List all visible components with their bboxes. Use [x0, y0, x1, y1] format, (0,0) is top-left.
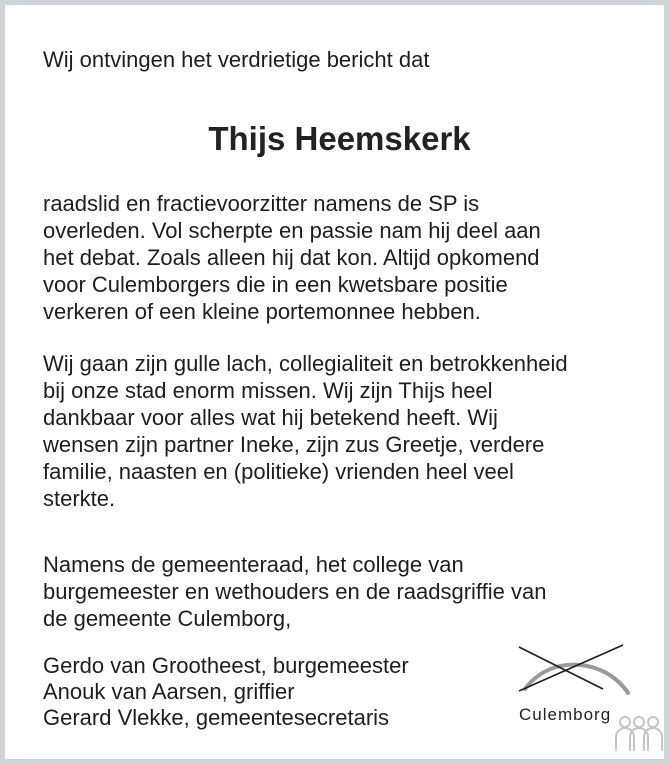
paragraph-on-behalf [43, 551, 643, 632]
deceased-name: Thijs Heemskerk [208, 120, 471, 157]
text-line: burgemeester en wethouders en de raadsgriffie van [43, 579, 547, 604]
intro-text: Wij ontvingen het verdrietige bericht dat [43, 47, 430, 72]
text-line: familie, naasten en (politieke) vrienden heel veel [43, 459, 514, 484]
text-line: Namens de gemeenteraad, het college van [43, 552, 464, 577]
signer: Gerard Vlekke, gemeentesecretaris [43, 705, 390, 730]
text-line: de gemeente Culemborg, [43, 606, 292, 631]
signer: Gerdo van Grootheest, burgemeester [43, 653, 409, 678]
text-line: raadslid en fractievoorzitter namens de SP is [43, 191, 480, 216]
text-line: dankbaar voor alles wat hij betekend heeft. Wij [43, 405, 498, 430]
text-line: Wij gaan zijn gulle lach, collegialiteit en betrokkenheid [43, 351, 568, 376]
text-line: bij onze stad enorm missen. Wij zijn Thijs heel [43, 378, 493, 403]
logo-wordmark: Culemborg [519, 705, 612, 724]
text-line: verkeren of een kleine portemonnee hebben. [43, 299, 481, 324]
text-line: wensen zijn partner Ineke, zijn zus Greetje, verdere [43, 432, 545, 457]
text-line: sterkte. [43, 486, 116, 511]
culemborg-logo-icon [511, 639, 631, 705]
text-line: overleden. Vol scherpte en passie nam hij deel aan [43, 218, 541, 243]
paragraph-tribute [43, 190, 643, 325]
signer: Anouk van Aarsen, griffier [43, 679, 295, 704]
people-watermark-icon [613, 713, 665, 755]
paragraph-condolence [43, 350, 643, 512]
signers-list [43, 653, 409, 731]
text-line: voor Culemborgers die in een kwetsbare positie [43, 272, 508, 297]
text-line: het debat. Zoals alleen hij dat kon. Altijd opkomend [43, 245, 540, 270]
